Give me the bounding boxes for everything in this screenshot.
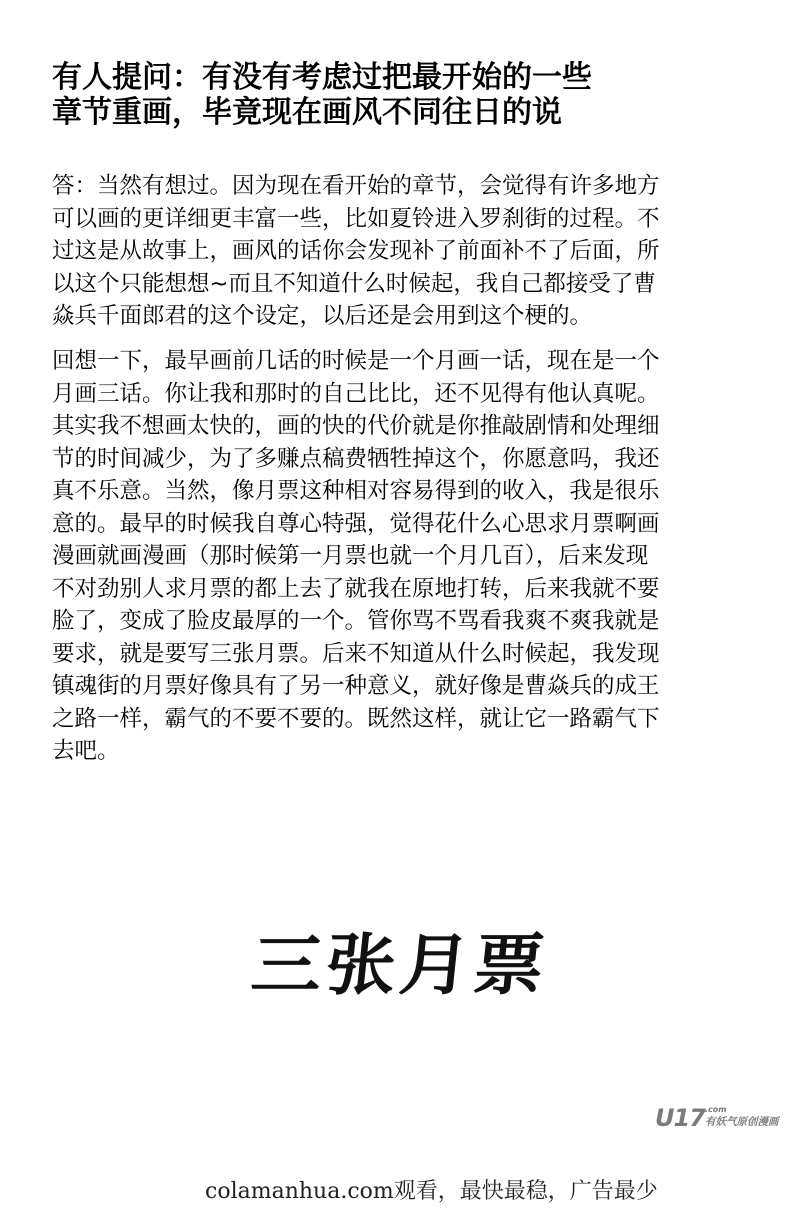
answer-line: 过这是从故事上，画风的话你会发现补了前面补不了后面，所 [52, 238, 660, 264]
answer-line: 去吧。 [52, 738, 120, 764]
answer-paragraph-1 [52, 170, 742, 333]
answer-line: 焱兵千面郎君的这个设定，以后还是会用到这个梗的。 [52, 303, 593, 329]
answer-line: 脸了，变成了脸皮最厚的一个。管你骂不骂看我爽不爽我就是 [52, 608, 660, 634]
u17-logo-mark: U17 [655, 1104, 705, 1132]
question-line: 有人提问：有没有考虑过把最开始的一些 [52, 60, 592, 95]
calligraphy-title: 三张月票 [247, 925, 553, 1004]
answer-line: 月画三话。你让我和那时的自己比比，还不见得有他认真呢。 [52, 380, 660, 407]
answer-line: 镇魂街的月票好像具有了另一种意义，就好像是曹焱兵的成王 [52, 673, 660, 699]
answer-line: 漫画就画漫画（那时候第一月票也就一个月几百），后来发现 [52, 543, 649, 569]
u17-logo [655, 1104, 795, 1134]
answer-line: 要求，就是要写三张月票。后来不知道从什么时候起，我发现 [52, 640, 660, 667]
answer-line: 其实我不想画太快的，画的快的代价就是你推敲剧情和处理细 [52, 413, 660, 439]
answer-line: 以这个只能想想~而且不知道什么时候起，我自己都接受了曹 [52, 270, 656, 297]
footer-banner [0, 1160, 800, 1222]
answer-line: 答：当然有想过。因为现在看开始的章节，会觉得有许多地方 [52, 173, 660, 199]
answer-line: 可以画的更详细更丰富一些，比如夏铃进入罗刹街的过程。不 [52, 205, 660, 232]
answer-line: 之路一样，霸气的不要不要的。既然这样，就让它一路霸气下 [52, 705, 660, 732]
answer-line: 意的。最早的时候我自尊心特强，觉得花什么心思求月票啊画 [52, 510, 660, 537]
answer-line: 节的时间减少，为了多赚点稿费牺牲掉这个，你愿意吗，我还 [52, 445, 660, 472]
answer-line: 不对劲别人求月票的都上去了就我在原地打转，后来我就不要 [52, 575, 660, 602]
u17-logo-slogan: 有妖气原创漫画 [705, 1116, 779, 1128]
answer-line: 真不乐意。当然，像月票这种相对容易得到的收入，我是很乐 [52, 478, 660, 504]
question-line: 章节重画，毕竟现在画风不同往日的说 [52, 95, 562, 130]
footer-watermark: colamanhua.com观看，最快最稳，广告最少 [205, 1179, 658, 1204]
answer-line: 回想一下，最早画前几话的时候是一个月画一话，现在是一个 [52, 348, 660, 374]
answer-paragraph-2 [52, 345, 742, 768]
question-heading [52, 60, 732, 130]
u17-logo-domain: .com [705, 1105, 727, 1114]
